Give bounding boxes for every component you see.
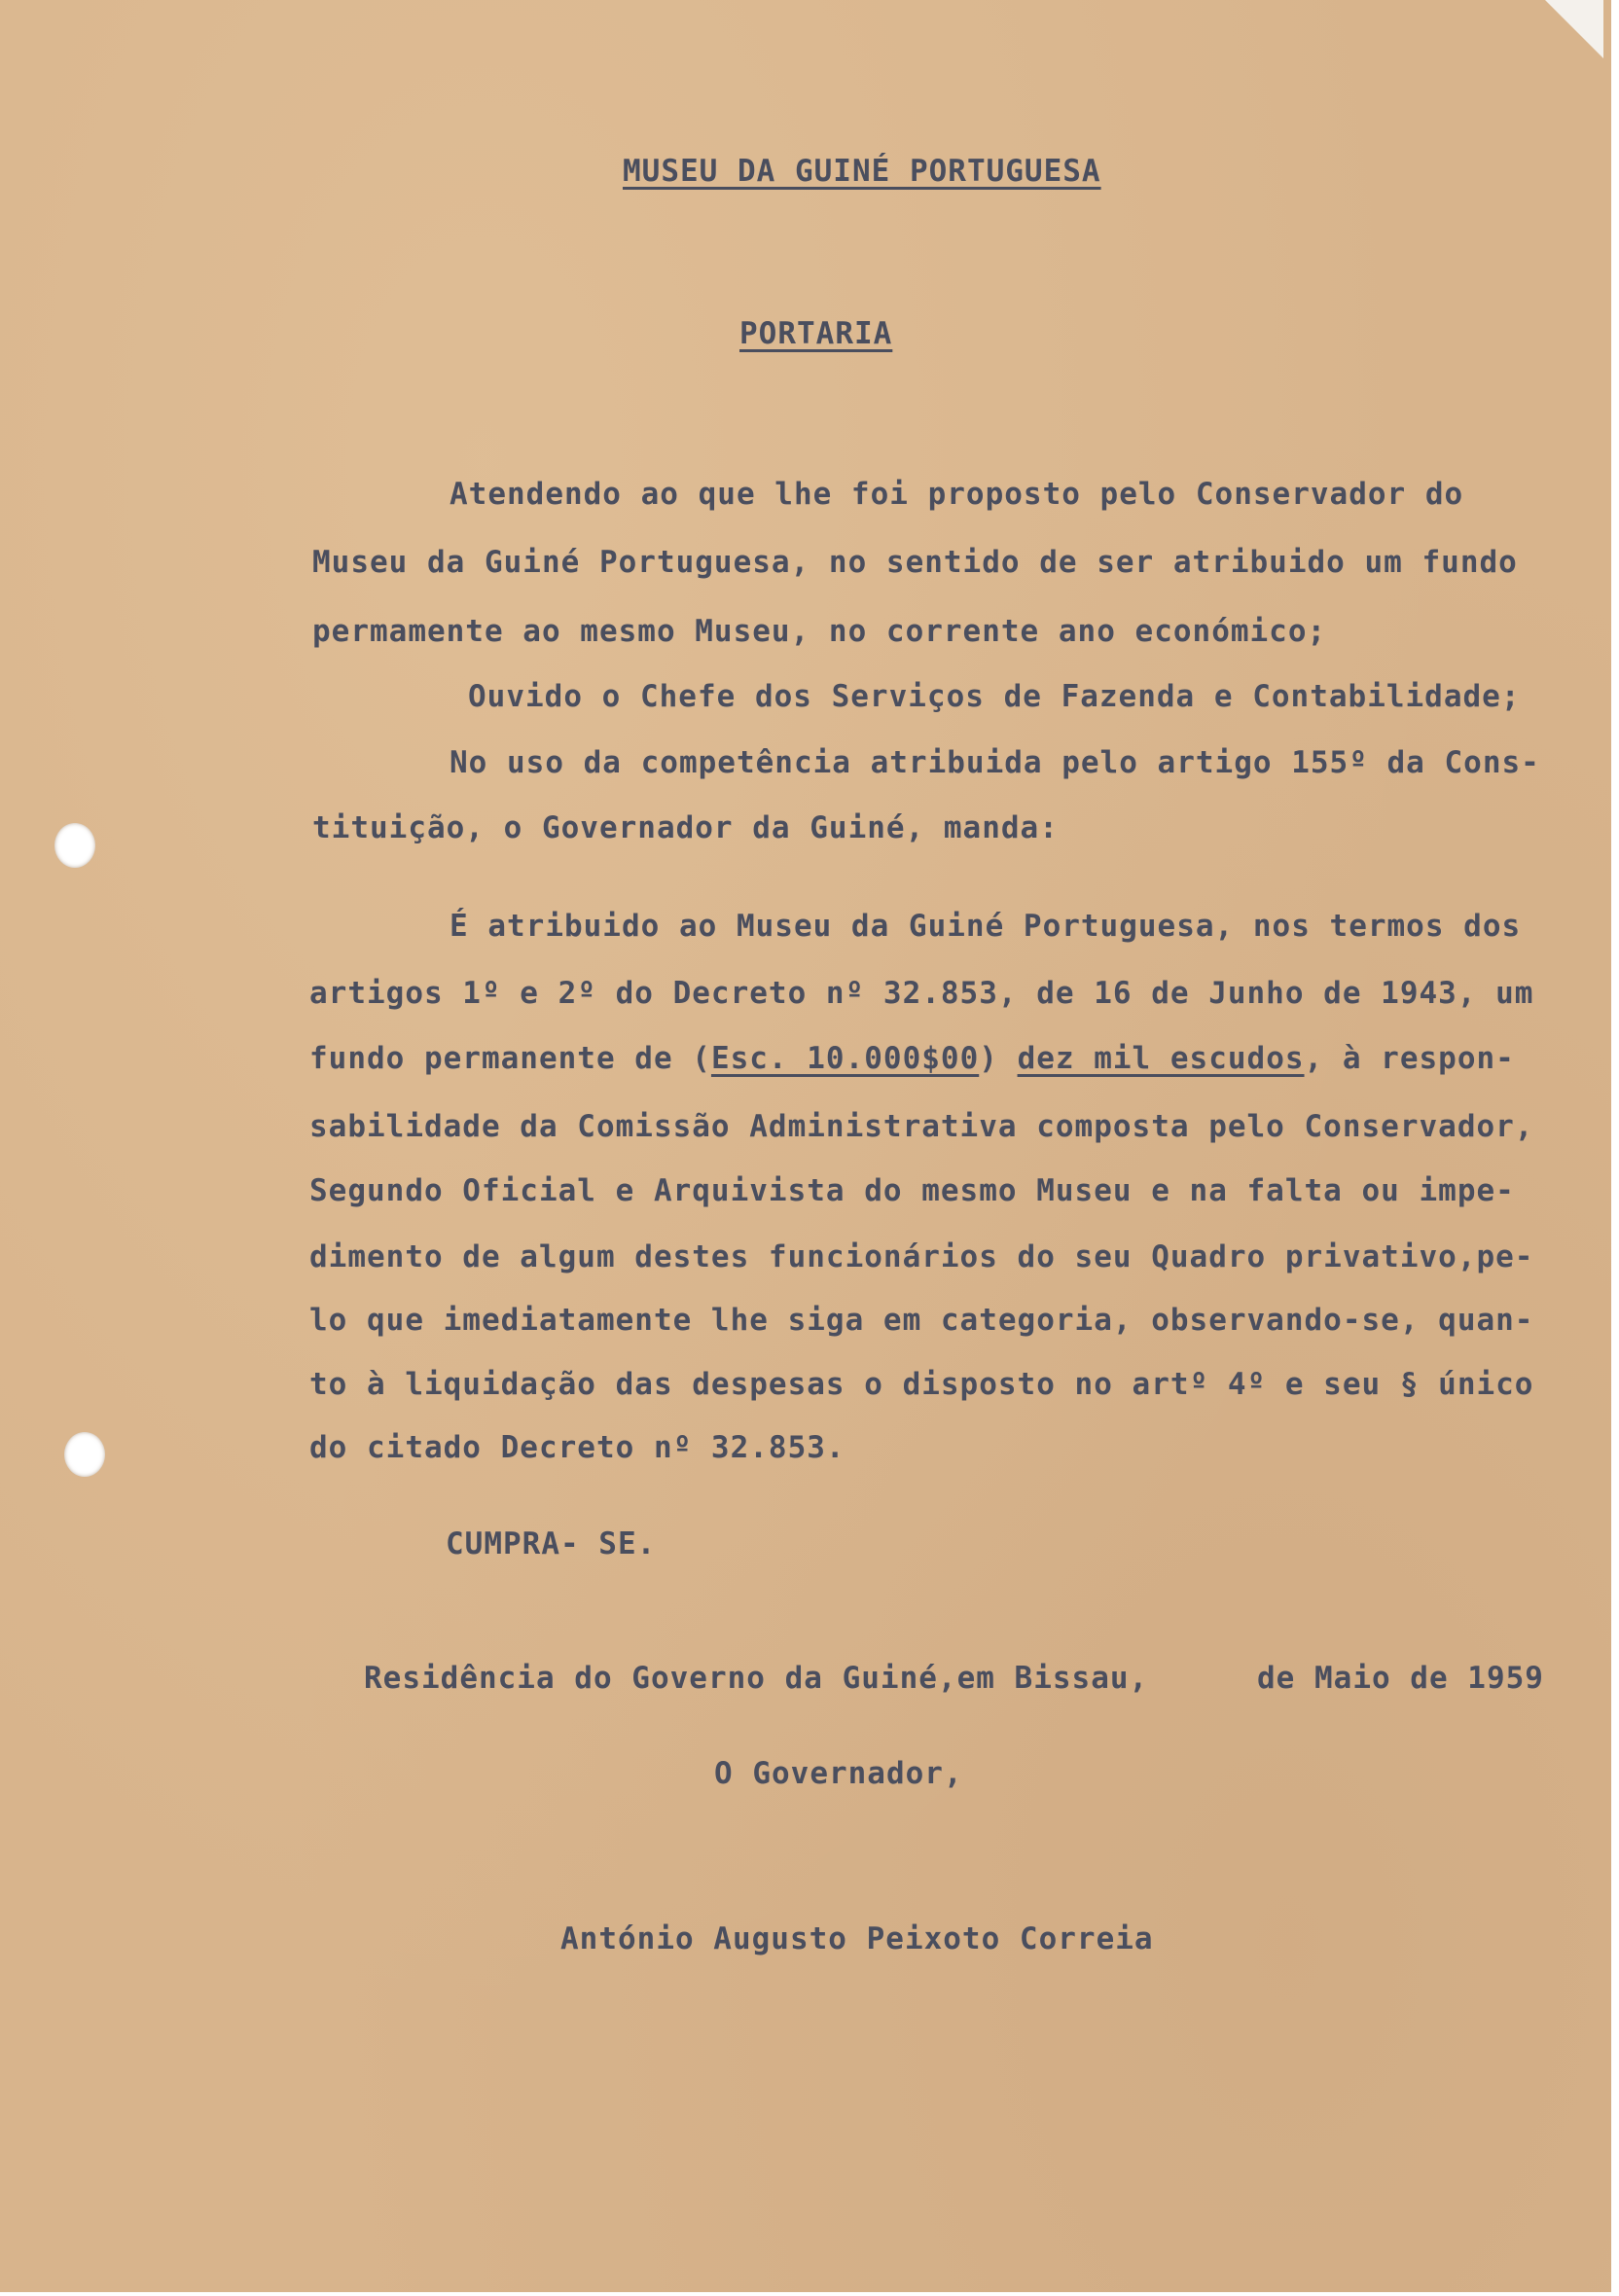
amount-words: dez mil escudos <box>1017 1041 1305 1076</box>
scan-edge <box>1611 0 1619 2296</box>
punch-hole <box>54 823 95 868</box>
preamble-line: tituição, o Governador da Guiné, manda: <box>312 810 1059 845</box>
punch-hole <box>64 1432 105 1477</box>
body-line: É atribuido ao Museu da Guiné Portuguesa, nos termos dos <box>450 909 1522 944</box>
body-line: lo que imediatamente lhe siga em categoria, observando-se, quan- <box>309 1303 1534 1338</box>
place-line: Residência do Governo da Guiné,em Bissau, <box>364 1661 1149 1696</box>
amount-suffix: , à respon- <box>1304 1041 1515 1076</box>
body-line: artigos 1º e 2º do Decreto nº 32.853, de 16 de Junho de 1943, um <box>309 976 1534 1011</box>
body-line: sabilidade da Comissão Administrativa composta pelo Conservador, <box>309 1109 1534 1144</box>
body-line: do citado Decreto nº 32.853. <box>309 1430 845 1465</box>
body-line-amount <box>309 1041 1515 1076</box>
document-heading: MUSEU DA GUINÉ PORTUGUESA <box>623 154 1101 189</box>
folded-corner <box>1545 0 1603 58</box>
closing-formula: CUMPRA- SE. <box>446 1526 657 1561</box>
preamble-line: permamente ao mesmo Museu, no corrente ano económico; <box>312 614 1327 649</box>
amount-prefix: fundo permanente de ( <box>309 1041 711 1076</box>
body-line: to à liquidação das despesas o disposto no artº 4º e seu § único <box>309 1367 1534 1402</box>
body-line: Segundo Oficial e Arquivista do mesmo Museu e na falta ou impe- <box>309 1173 1515 1208</box>
preamble-line: No uso da competência atribuida pelo artigo 155º da Cons- <box>450 745 1540 780</box>
preamble-line: Museu da Guiné Portuguesa, no sentido de ser atribuido um fundo <box>312 545 1518 580</box>
signatory-name: António Augusto Peixoto Correia <box>560 1921 1154 1956</box>
document-title: PORTARIA <box>739 316 893 351</box>
preamble-line: Ouvido o Chefe dos Serviços de Fazenda e Contabilidade; <box>468 679 1521 714</box>
signature-title: O Governador, <box>714 1756 963 1791</box>
date-line: de Maio de 1959 <box>1257 1661 1544 1696</box>
amount-separator: ) <box>979 1041 1018 1076</box>
preamble-line: Atendendo ao que lhe foi proposto pelo Conservador do <box>450 477 1464 512</box>
body-line: dimento de algum destes funcionários do seu Quadro privativo,pe- <box>309 1239 1534 1274</box>
amount-figure: Esc. 10.000$00 <box>710 1041 980 1076</box>
